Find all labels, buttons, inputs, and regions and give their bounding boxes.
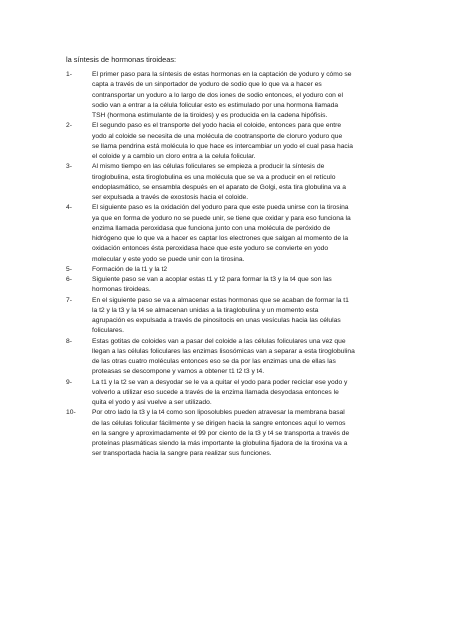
list-item-text (92, 408, 401, 459)
text-line: enzima llamada peroxidasa que funciona junto con una molécula de peróxido de (92, 224, 331, 232)
text-line: en la sangre y aproximadamente el 99 por ciento de la t3 y t4 se transporta a través de (92, 429, 350, 437)
text-line: Por otro lado la t3 y la t4 como son liposolubles pueden atravesar la membrana basal (92, 409, 345, 417)
list-item (66, 296, 401, 337)
list-item-number: 8- (66, 337, 72, 345)
list-item-number: 1- (66, 71, 72, 78)
text-line: En el siguiente paso se va a almacenar estas hormonas que se acaban de formar la t1 (92, 296, 349, 304)
list-item-text (92, 296, 401, 337)
text-line: molecular y este yodo se puede unir con la tirosina. (92, 255, 245, 263)
list-item (66, 121, 401, 162)
text-line: sodio van a entrar a la célula folicular esto es estimulado por una hormona llamada (92, 101, 339, 109)
list-item-text (92, 203, 401, 265)
text-line: agrupación es expulsada a través de pinositocis en unas vesículas hacia las células (92, 317, 341, 324)
list-item (66, 70, 401, 121)
text-line: hormonas tiroideas. (92, 286, 151, 294)
text-line: yodo al coloide se necesita de una molécula de cootransporte de cloruro yoduro que (92, 132, 343, 140)
text-line: hidrógeno que lo que va a hacer es captar los electrones que salgan al momento de la (92, 235, 349, 242)
text-line: Formación de la t1 y la t2 (92, 265, 168, 273)
text-line: ya que en forma de yoduro no se puede unir, se tiene que oxidar y para eso funciona la (92, 214, 351, 222)
list-item-number: 2- (66, 122, 72, 130)
list-item-number: 3- (66, 163, 72, 171)
text-line: tiroglobulina, esta tiroglobulina es una molécula que se va a producir en el retículo (92, 173, 336, 181)
text-line: Siguiente paso se van a acoplar estas t1 y t2 para formar la t3 y la t4 que son las (92, 276, 332, 283)
text-line: oxidación entonces ésta peroxidasa hace que este yoduro se convierte en yodo (92, 245, 329, 253)
text-line: la t2 y la t3 y la t4 se almacenan unidas a la tiraglobulina y un momento esta (92, 306, 319, 314)
text-line: TSH (hormona estimulante de la tiroides) y es producida en la cadena hipófisis. (92, 112, 328, 119)
list-item-text (92, 337, 401, 378)
list-item (66, 275, 401, 296)
text-line: se llama pendrina está molécula lo que hace es intercambiar un yodo el cual pasa hacia (92, 142, 353, 150)
text-line: capta a través de un sinportador de yoduro de sodio que lo que va a hacer es (92, 81, 322, 89)
list-item-number: 4- (66, 204, 72, 212)
text-line: endoplasmático, se ensambla después en el aparato de Golgi, esta tira globulina va a (92, 183, 346, 191)
list-item-number: 9- (66, 378, 72, 386)
text-line: proteínas plasmáticas siendo la más importante la globulina fijadora de la tiroxina va a (92, 440, 348, 447)
text-line: contransportar un yoduro a lo largo de dos iones de sodio entonces, el yoduro con el (92, 91, 343, 99)
list-item-number: 6- (66, 276, 72, 283)
list-item-text (92, 378, 401, 409)
list-item (66, 162, 401, 203)
text-line: volverlo a utilizar eso sucede a través de la enzima llamada desyodasa entonces le (92, 388, 339, 396)
numbered-list (66, 70, 401, 460)
list-item (66, 203, 401, 265)
text-line: de las otras cuatro moléculas entonces eso se da por las enzimas una de ellas las (92, 358, 336, 365)
list-item (66, 408, 401, 459)
list-item (66, 337, 401, 378)
text-line: ser transportada hacia la sangre para realizar sus funciones. (92, 450, 272, 458)
list-item-number: 5- (66, 265, 72, 273)
text-line: llegan a las células foliculares las enzimas lisosómicas van a separar a esta tiroglobulina (92, 347, 355, 355)
text-line: de las células folicular fácilmente y se dirigen hacia la sangre entonces aquí lo vemos (92, 419, 346, 427)
list-item (66, 378, 401, 409)
list-item-text (92, 265, 401, 275)
document-heading: la síntesis de hormonas tiroideas: (66, 55, 177, 64)
list-item-text (92, 162, 401, 203)
text-line: El segundo paso es el transporte del yodo hacia el coloide, entonces para que entre (92, 122, 342, 130)
list-item-text (92, 275, 401, 296)
text-line: Estas gotitas de coloides van a pasar del coloide a las células foliculares una vez que (92, 337, 346, 345)
list-item-number: 7- (66, 296, 72, 304)
text-line: Al mismo tiempo en las células foliculares se empieza a producir la síntesis de (92, 163, 325, 171)
list-item-number: 10- (66, 409, 76, 417)
text-line: foliculares. (92, 327, 124, 335)
list-item-text (92, 70, 401, 121)
text-line: La t1 y la t2 se van a desyodar se le va a quitar el yodo para poder reciclar ese yodo y (92, 378, 348, 386)
text-line: quita el yodo y asi vuelve a ser utilizado. (92, 399, 212, 406)
text-line: El primer paso para la síntesis de estas hormonas en la captación de yoduro y cómo se (92, 71, 352, 78)
text-line: El siguiente paso es la oxidación del yoduro para que este pueda unirse con la tirosina (92, 204, 349, 212)
text-line: ser expulsada a través de exostosis hacia el coloide. (92, 194, 249, 201)
text-line: proteasas se descompone y vamos a obtener t1 t2 t3 y t4. (92, 368, 265, 376)
text-line: el coloide y a cambio un cloro entra a la celula folicular. (92, 153, 256, 160)
list-item-text (92, 121, 401, 162)
list-item (66, 265, 401, 275)
